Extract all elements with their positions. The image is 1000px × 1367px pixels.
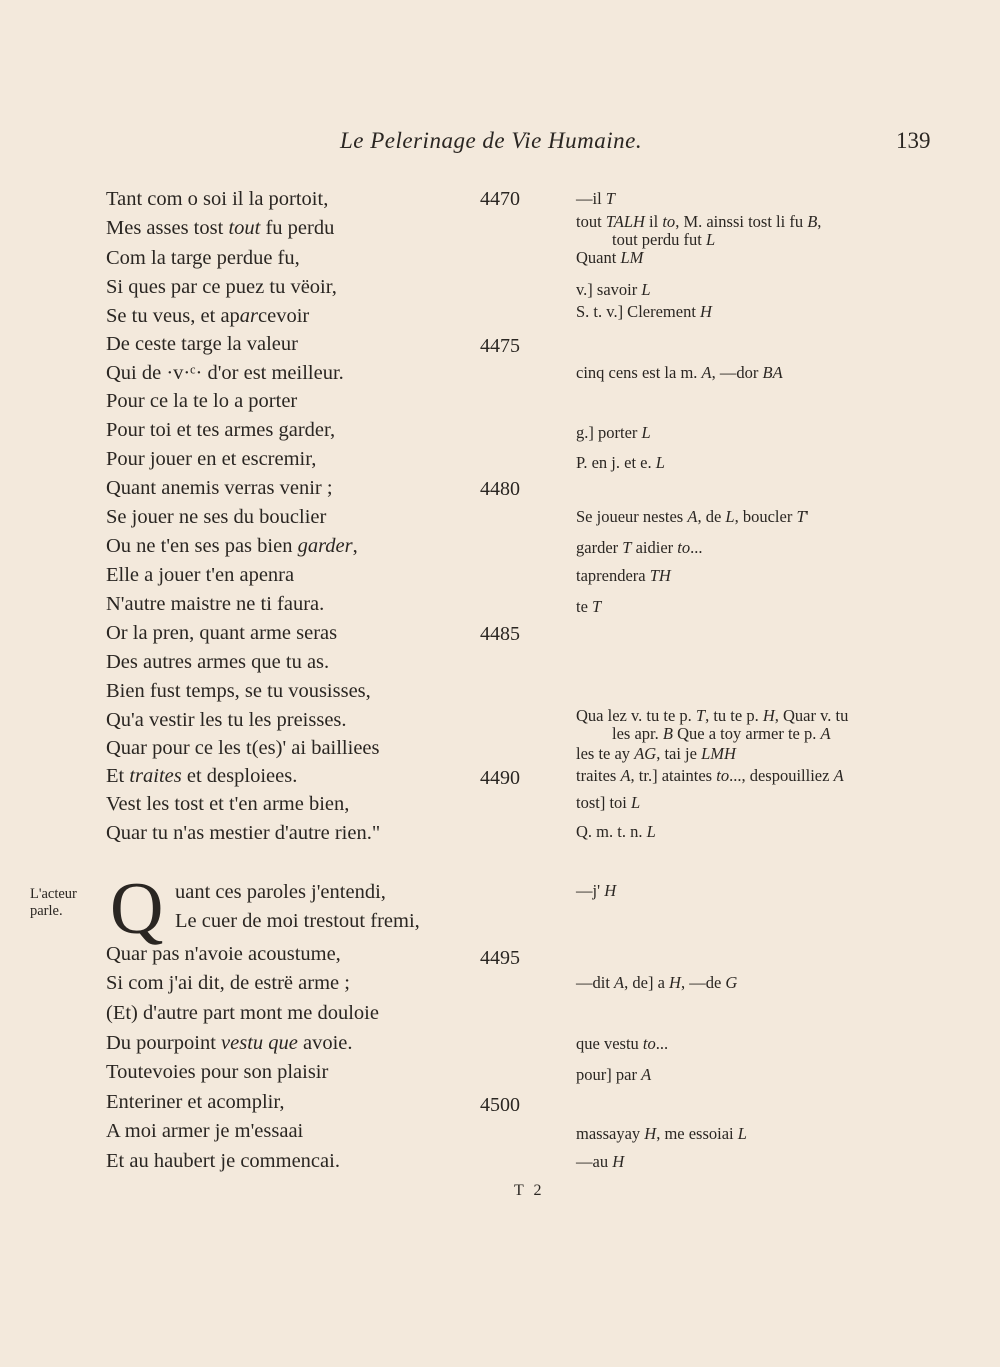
variant-reading: —dit A, de] a H, —de G — [576, 973, 738, 992]
verse-line: Pour ce la te lo a porter — [106, 390, 298, 412]
verse-line: A moi armer je m'essaai — [106, 1120, 304, 1142]
verse-line: Quar tu n'as mestier d'autre rien." — [106, 822, 381, 844]
verse-line: Or la pren, quant arme seras — [106, 622, 338, 644]
variant-reading: garder T aidier to... — [576, 538, 703, 557]
variant-reading: massayay H, me essoiai L — [576, 1124, 747, 1143]
verse-line: Bien fust temps, se tu vousisses, — [106, 680, 371, 702]
verse-line: Quar pas n'avoie acoustume, — [106, 943, 341, 965]
verse-line: (Et) d'autre part mont me douloie — [106, 1002, 379, 1024]
verse-line: Toutevoies pour son plaisir — [106, 1061, 329, 1083]
variant-reading: v.] savoir L — [576, 280, 651, 299]
verse-line: Et traites et desploiees. — [106, 765, 298, 787]
variant-reading: traites A, tr.] ataintes to..., despouilliez A — [576, 766, 844, 785]
line-number: 4470 — [480, 188, 520, 210]
variant-reading: cinq cens est la m. A, —dor BA — [576, 363, 783, 382]
running-title: Le Pelerinage de Vie Humaine. — [340, 128, 643, 153]
verse-line: Quant anemis verras venir ; — [106, 477, 333, 499]
variant-reading: te T — [576, 597, 602, 616]
variant-reading: Se joueur nestes A, de L, boucler T' — [576, 507, 809, 526]
verse-line: Qu'a vestir les tu les preisses. — [106, 709, 347, 731]
variant-reading: g.] porter L — [576, 423, 651, 442]
verse-line: N'autre maistre ne ti faura. — [106, 593, 325, 615]
verse-line: Elle a jouer t'en apenra — [106, 564, 295, 586]
variant-reading: les te ay AG, tai je LMH — [576, 744, 736, 763]
verse-line: Qui de ·v·ᶜ· d'or est meilleur. — [106, 362, 344, 384]
line-number: 4480 — [480, 478, 520, 500]
verse-line: Mes asses tost tout fu perdu — [106, 217, 335, 239]
line-number: 4490 — [480, 767, 520, 789]
variant-reading: tout TALH il to, M. ainssi tost li fu B, tout perdu fut L — [576, 212, 822, 249]
variant-reading: tost] toi L — [576, 793, 641, 812]
variant-reading: Quant LM — [576, 248, 644, 267]
verse-line: Pour jouer en et escremir, — [106, 448, 317, 470]
verse-line: Se jouer ne ses du bouclier — [106, 506, 327, 528]
verse-line: Et au haubert je commencai. — [106, 1150, 340, 1172]
variant-reading: —au H — [576, 1152, 625, 1171]
variant-reading: Q. m. t. n. L — [576, 822, 656, 841]
variant-reading: Qua lez v. tu te p. T, tu te p. H, Quar v. tu les apr. B Que a toy armer te p. A — [576, 706, 849, 743]
verse-line: Tant com o soi il la portoit, — [106, 188, 329, 210]
verse-line: Se tu veus, et aparcevoir — [106, 305, 310, 327]
marginal-note: L'acteur parle. — [30, 886, 77, 919]
verse-line: Ou ne t'en ses pas bien garder, — [106, 535, 358, 557]
page-number: 139 — [896, 128, 931, 153]
verse-line: Quar pour ce les t(es)' ai bailliees — [106, 737, 380, 759]
variant-reading: pour] par A — [576, 1065, 652, 1084]
line-number: 4500 — [480, 1094, 520, 1116]
verse-line: Vest les tost et t'en arme bien, — [106, 793, 350, 815]
drop-cap-initial: Q — [110, 868, 164, 950]
variant-reading: —j' H — [576, 881, 617, 900]
verse-line: uant ces paroles j'entendi, — [175, 881, 386, 903]
printer-signature: T 2 — [514, 1182, 545, 1199]
verse-line: Si ques par ce puez tu vëoir, — [106, 276, 337, 298]
variant-reading: que vestu to... — [576, 1034, 669, 1053]
verse-line: De ceste targe la valeur — [106, 333, 298, 355]
verse-line: Du pourpoint vestu que avoie. — [106, 1032, 353, 1054]
line-number: 4475 — [480, 335, 520, 357]
verse-line: Pour toi et tes armes garder, — [106, 419, 336, 441]
variant-reading: S. t. v.] Clerement H — [576, 302, 712, 321]
verse-line: Enteriner et acomplir, — [106, 1091, 285, 1113]
variant-reading: taprendera TH — [576, 566, 671, 585]
verse-line: Com la targe perdue fu, — [106, 247, 300, 269]
verse-line: Le cuer de moi trestout fremi, — [175, 910, 420, 932]
line-number: 4485 — [480, 623, 520, 645]
line-number: 4495 — [480, 947, 520, 969]
variant-reading: —il T — [576, 189, 615, 208]
variant-reading: P. en j. et e. L — [576, 453, 665, 472]
verse-line: Si com j'ai dit, de estrë arme ; — [106, 972, 350, 994]
verse-line: Des autres armes que tu as. — [106, 651, 330, 673]
